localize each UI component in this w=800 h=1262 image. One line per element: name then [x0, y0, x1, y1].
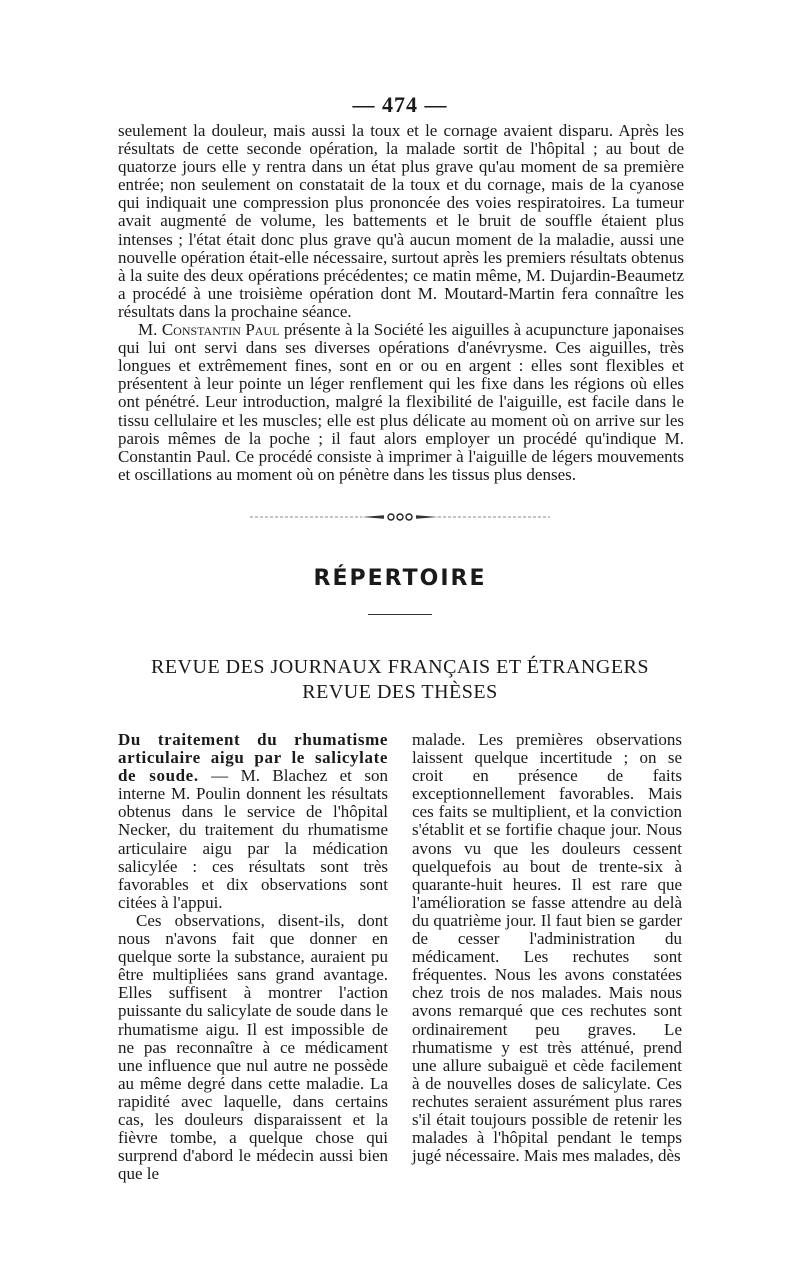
page-number: — 474 — [352, 92, 448, 117]
article-heading-paragraph [118, 731, 388, 912]
article-title-dash: — [198, 766, 241, 786]
lead-text [118, 122, 684, 484]
article-paragraph-2: Ces observations, disent-ils, dont nous n'avons fait que donner en quelque sorte la substance, auraient pu être multipliées sans grand avantage. Elles suffisent à montrer l'action puissante du salicylate de soude dans le rhumatisme aigu. Il est impossible de ne pas reconnaître à ce médicament une influence que nul autre ne possède au même degré dans cette maladie. La rapidité avec laquelle, dans certains cas, les douleurs disparaissent et la fièvre tombe, a quelque chose qui surprend d'abord le médecin aussi bien que le [118, 910, 388, 1184]
lead-paragraph-2-prefix: M. [138, 320, 162, 340]
lead-paragraph-1: seulement la douleur, mais aussi la toux et le cornage avaient disparu. Après les résultats de cette seconde opération, la malade sortit de l'hôpital ; au bout de quatorze jours elle y rentra dans un état plus grave qu'au moment de sa première entrée; non seulement on constatait de la toux et du cornage, mais de la cyanose qui indiquait une compression plus prononcée des voies respiratoires. La tumeur avait augmenté de volume, les battements et le bruit de souffle étaient plus intenses ; l'état était donc plus grave qu'à aucun moment de la maladie, aussi une nouvelle opération était-elle nécessaire, surtout après les premiers résultats obtenus à la suite des deux opérations précédentes; ce matin même, M. Dujardin-Beaumetz a procédé à une troisième opération dont M. Moutard-Martin fera connaître les résultats dans la prochaine séance. [118, 121, 684, 321]
article-paragraph-3: malade. Les premières observations laissent quelque incertitude ; on se croit en présence de faits exceptionnellement favorables. Mais ces faits se multiplient, et la conviction s'établit et se fortifie chaque jour. Nous avons vu que les douleurs cessent quelquefois au bout de trente-six à quarante-huit heures. Il est rare que l'amélioration se fasse attendre au delà du quatrième jour. Il faut bien se garder de cesser l'administration du médicament. Les rechutes sont fréquentes. Nous les avons constatées chez trois de nos malades. Mais nous avons remarqué que ces rechutes sont ordinairement peu graves. Le rhumatisme y est très atténué, prend une allure subaiguë et cède facilement à de nouvelles doses de salicylate. Ces rechutes seraient assurément plus rares s'il était toujours possible de retenir les malades à l'hôpital pendant le temps jugé nécessaire. Mais mes malades, dès [412, 730, 682, 1166]
author-name: Constantin Paul [161, 320, 280, 340]
left-column [118, 731, 388, 1183]
right-column [412, 731, 682, 1165]
section-title: RÉPERTOIRE [313, 566, 487, 591]
section-subtitle-theses: REVUE DES THÈSES [302, 681, 498, 703]
article-title: Du traitement du rhumatisme articulaire aigu par le salicylate de soude. [118, 730, 388, 786]
lead-paragraph-2-body: présente à la Société les aiguilles à acupuncture japonaises qui lui ont servi dans ses diverses opérations d'anévrysme. Ces aiguilles, très longues et extrêmement fines, sont en or ou en argent : elles sont flexibles et présentent à leur pointe un léger renflement qui les fixe dans les régions où elles ont pénétré. Leur introduction, malgré la flexibilité de l'aiguille, est facile dans le tissu cellulaire et les muscles; elle est plus délicate au moment où on arrive sur les parois mêmes de la poche ; il faut alors employer un procédé qu'indique M. Constantin Paul. Ce procédé consiste à imprimer à l'aiguille de légers mouvements et oscillations au moment où on pénètre dans les tissus plus denses. [118, 320, 684, 484]
article-paragraph-1: M. Blachez et son interne M. Poulin donnent les résultats obtenus dans le service de l'hôpital Necker, du traitement du rhumatisme articulaire aigu par la médication salicylée : ces résultats sont très favorables et dix observations sont citées à l'appui. [118, 766, 388, 912]
section-subtitle-journals: REVUE DES JOURNAUX FRANÇAIS ET ÉTRANGERS [151, 656, 649, 678]
ornament-divider [250, 512, 550, 522]
section-rule [368, 614, 432, 615]
lead-paragraph-2 [118, 321, 684, 484]
